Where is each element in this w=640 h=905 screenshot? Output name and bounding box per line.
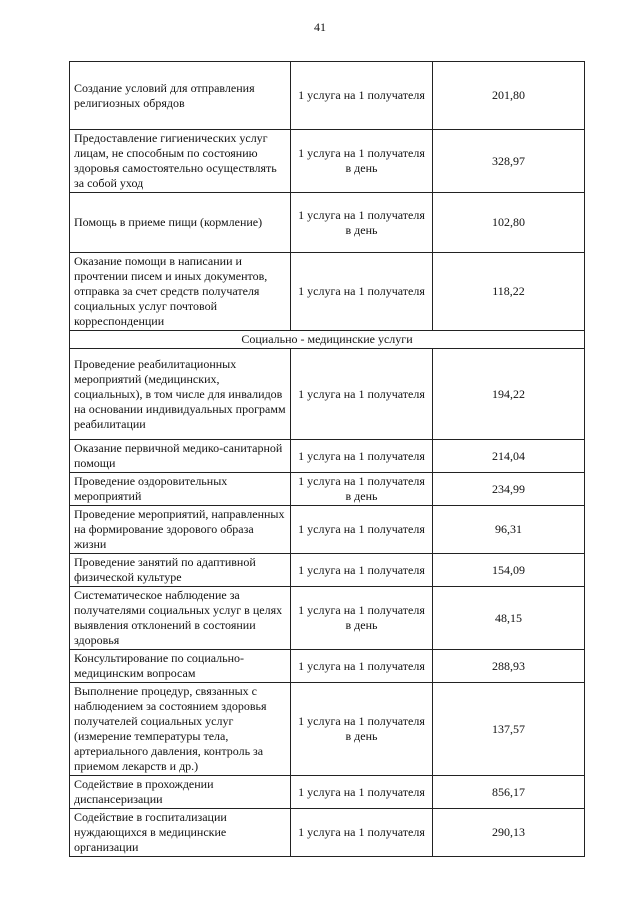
service-unit-cell: 1 услуга на 1 получателя — [291, 809, 433, 857]
table-row — [70, 683, 585, 776]
service-name-cell: Проведение оздоровительных мероприятий — [70, 473, 291, 506]
table-row — [70, 193, 585, 253]
service-name-cell: Проведение мероприятий, направленных на формирование здорового образа жизни — [70, 506, 291, 554]
service-price-cell: 201,80 — [433, 62, 585, 130]
table-row — [70, 554, 585, 587]
table-row — [70, 130, 585, 193]
service-name-cell: Содействие в прохождении диспансеризации — [70, 776, 291, 809]
table-row — [70, 587, 585, 650]
service-unit-cell: 1 услуга на 1 получателя — [291, 776, 433, 809]
service-price-cell: 137,57 — [433, 683, 585, 776]
service-name-cell: Содействие в госпитализации нуждающихся в медицинские организации — [70, 809, 291, 857]
service-price-cell: 154,09 — [433, 554, 585, 587]
service-name-cell: Проведение реабилитационных мероприятий (медицинских, социальных), в том числе для инвалидов на основании индивидуальных программ реабилитации — [70, 349, 291, 440]
service-name-cell: Предоставление гигиенических услуг лицам, не способным по состоянию здоровья самостоятельно осуществлять за собой уход — [70, 130, 291, 193]
service-unit-cell: 1 услуга на 1 получателя — [291, 650, 433, 683]
service-name-cell: Оказание первичной медико-санитарной помощи — [70, 440, 291, 473]
service-unit-cell: 1 услуга на 1 получателя — [291, 506, 433, 554]
service-unit-cell: 1 услуга на 1 получателя в день — [291, 193, 433, 253]
services-table-body — [70, 62, 585, 857]
service-unit-cell: 1 услуга на 1 получателя в день — [291, 683, 433, 776]
service-price-cell: 96,31 — [433, 506, 585, 554]
table-row — [70, 506, 585, 554]
table-row — [70, 440, 585, 473]
table-row — [70, 776, 585, 809]
service-price-cell: 102,80 — [433, 193, 585, 253]
service-name-cell: Систематическое наблюдение за получателями социальных услуг в целях выявления отклонений в состоянии здоровья — [70, 587, 291, 650]
services-table — [69, 61, 585, 857]
table-row — [70, 473, 585, 506]
service-unit-cell: 1 услуга на 1 получателя — [291, 440, 433, 473]
service-price-cell: 234,99 — [433, 473, 585, 506]
service-price-cell: 214,04 — [433, 440, 585, 473]
service-unit-cell: 1 услуга на 1 получателя в день — [291, 473, 433, 506]
service-price-cell: 288,93 — [433, 650, 585, 683]
service-name-cell: Выполнение процедур, связанных с наблюдением за состоянием здоровья получателей социальных услуг (измерение температуры тела, артериального давления, контроль за приемом лекарств и др.) — [70, 683, 291, 776]
service-name-cell: Оказание помощи в написании и прочтении писем и иных документов, отправка за счет средств получателя социальных услуг почтовой корреспонденции — [70, 253, 291, 331]
section-header-row — [70, 331, 585, 349]
service-price-cell: 328,97 — [433, 130, 585, 193]
table-row — [70, 809, 585, 857]
table-row — [70, 62, 585, 130]
service-name-cell: Консультирование по социально-медицинским вопросам — [70, 650, 291, 683]
table-row — [70, 349, 585, 440]
service-price-cell: 290,13 — [433, 809, 585, 857]
service-unit-cell: 1 услуга на 1 получателя в день — [291, 130, 433, 193]
section-title: Социально - медицинские услуги — [70, 331, 585, 349]
service-unit-cell: 1 услуга на 1 получателя — [291, 554, 433, 587]
service-unit-cell: 1 услуга на 1 получателя — [291, 349, 433, 440]
service-name-cell: Создание условий для отправления религиозных обрядов — [70, 62, 291, 130]
service-name-cell: Проведение занятий по адаптивной физической культуре — [70, 554, 291, 587]
table-row — [70, 253, 585, 331]
service-price-cell: 856,17 — [433, 776, 585, 809]
service-unit-cell: 1 услуга на 1 получателя — [291, 62, 433, 130]
service-price-cell: 48,15 — [433, 587, 585, 650]
service-price-cell: 118,22 — [433, 253, 585, 331]
service-unit-cell: 1 услуга на 1 получателя — [291, 253, 433, 331]
service-name-cell: Помощь в приеме пищи (кормление) — [70, 193, 291, 253]
service-price-cell: 194,22 — [433, 349, 585, 440]
table-row — [70, 650, 585, 683]
page-number: 41 — [314, 20, 326, 34]
service-unit-cell: 1 услуга на 1 получателя в день — [291, 587, 433, 650]
